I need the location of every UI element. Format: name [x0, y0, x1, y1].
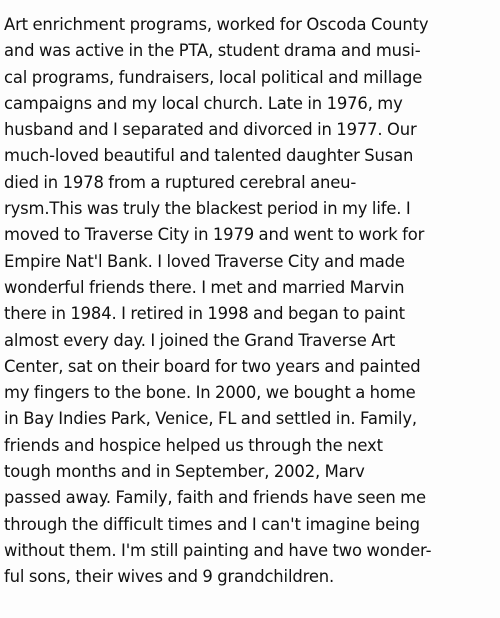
- text-line-6: much-loved beautiful and talented daughter Susan: [4, 146, 414, 166]
- text-line-13: almost every day. I joined the Grand Traverse Art: [4, 330, 396, 350]
- text-line-4: campaigns and my local church. Late in 1976, my: [4, 93, 403, 113]
- text-line-14: Center, sat on their board for two years and painted: [4, 356, 421, 376]
- article-text: [4, 12, 496, 591]
- text-line-3: cal programs, fundraisers, local political and millage: [4, 67, 423, 87]
- text-line-20: through the difficult times and I can't imagine being: [4, 514, 420, 534]
- text-line-21: without them. I'm still painting and have two wonder-: [4, 540, 432, 560]
- text-line-22: ful sons, their wives and 9 grandchildren.: [4, 567, 335, 587]
- text-line-16: in Bay Indies Park, Venice, FL and settled in. Family,: [4, 409, 417, 429]
- text-line-5: husband and I separated and divorced in 1977. Our: [4, 120, 417, 140]
- text-line-12: there in 1984. I retired in 1998 and began to paint: [4, 304, 405, 324]
- text-line-9: moved to Traverse City in 1979 and went to work for: [4, 225, 425, 245]
- text-line-7: died in 1978 from a ruptured cerebral aneu-: [4, 172, 357, 192]
- text-line-10: Empire Nat'l Bank. I loved Traverse City and made: [4, 251, 405, 271]
- text-line-15: my fingers to the bone. In 2000, we bought a home: [4, 383, 416, 403]
- text-line-8: rysm.This was truly the blackest period in my life. I: [4, 199, 411, 219]
- text-line-2: and was active in the PTA, student drama and musi-: [4, 41, 421, 61]
- text-line-11: wonderful friends there. I met and married Marvin: [4, 277, 405, 297]
- text-line-19: passed away. Family, faith and friends have seen me: [4, 488, 426, 508]
- text-line-17: friends and hospice helped us through the next: [4, 435, 383, 455]
- text-line-1: Art enrichment programs, worked for Oscoda County: [4, 15, 429, 34]
- text-line-18: tough months and in September, 2002, Marv: [4, 462, 365, 482]
